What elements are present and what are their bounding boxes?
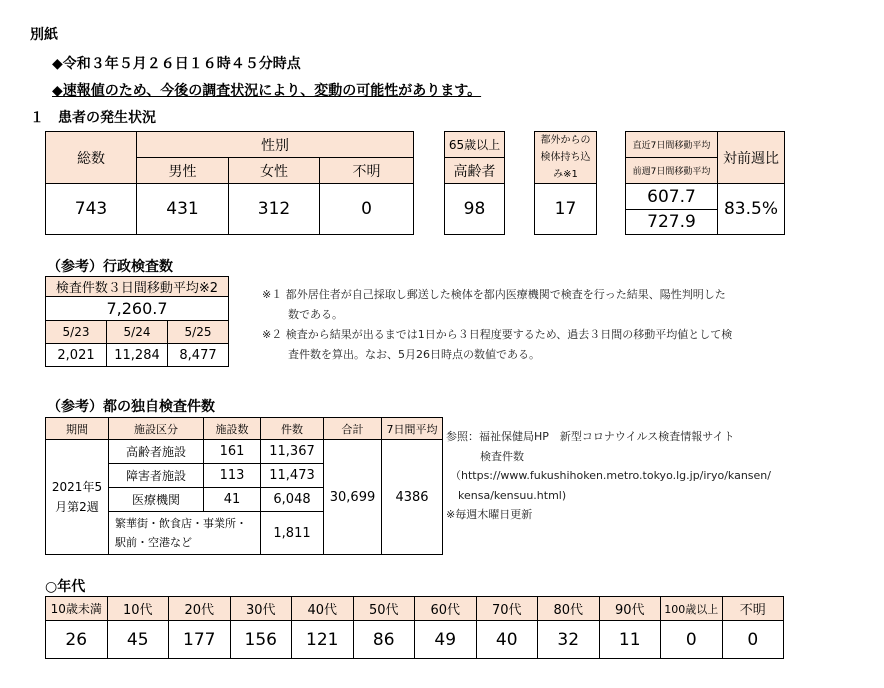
reference-line-2: 検査件数 [480,449,524,463]
own-count: 6,048 [261,488,324,512]
note-1-line-1: ※１ 都外居住者が自己採取し郵送した検体を都内医療機関で検査を行った結果、陽性判明した [262,288,726,301]
own-header-avg7: 7日間平均 [382,418,443,440]
age-header: 不明 [722,597,784,621]
own-tests-table [45,417,443,555]
moving-average-table [625,131,785,235]
admin-value: 8,477 [168,344,229,367]
reference-line-4: kensa/kensuu.html) [458,488,567,502]
outside-header-l3: み※1 [553,169,578,180]
own-category: 高齢者施設 [109,440,204,464]
age-value: 0 [722,621,784,659]
admin-tests-table [45,276,229,367]
elderly-header-bottom: 高齢者 [445,158,505,184]
female-value: 312 [229,184,320,235]
own-header-count: 件数 [261,418,324,440]
age-value: 156 [230,621,292,659]
outside-header-l1: 都外からの [540,135,591,146]
age-table [45,596,784,659]
age-value: 49 [415,621,477,659]
admin-date: 5/24 [107,321,168,344]
wow-header: 対前週比 [718,132,785,184]
age-header: 60代 [415,597,477,621]
age-header: 90代 [599,597,661,621]
age-value: 32 [538,621,600,659]
own-facilities: 41 [204,488,261,512]
elderly-header-top: 65歳以上 [445,132,505,158]
own-header-period: 期間 [46,418,109,440]
admin-value: 2,021 [46,344,107,367]
section-title: １ 患者の発生状況 [30,110,156,126]
admin-date: 5/23 [46,321,107,344]
own-header-facilities: 施設数 [204,418,261,440]
admin-date: 5/25 [168,321,229,344]
own-category-other-l2: 駅前・空港など [115,536,192,549]
admin-tests-title: （参考）行政検査数 [47,259,173,275]
footnotes [262,285,777,365]
outside-value: 17 [535,184,597,235]
admin-avg-value: 7,260.7 [46,297,229,321]
own-header-category: 施設区分 [109,418,204,440]
own-avg7: 4386 [382,440,443,555]
outside-header-l2: 検体持ち込 [540,152,591,163]
age-header: 10代 [107,597,169,621]
age-header: 10歳未満 [46,597,108,621]
disclaimer: ◆速報値のため、今後の調査状況により、変動の可能性があります。 [52,83,482,99]
own-category: 医療機関 [109,488,204,512]
note-2-line-2: 査件数を算出。なお、5月26日時点の数値である。 [288,348,540,361]
age-title: ○年代 [45,579,86,595]
reference-note [446,427,786,525]
age-value: 0 [661,621,723,659]
timestamp: ◆令和３年５月２６日１６時４５分時点 [52,56,301,72]
recent-avg-header: 直近7日間移動平均 [626,132,718,158]
admin-value: 11,284 [107,344,168,367]
own-facilities: 113 [204,464,261,488]
elderly-table [444,131,505,235]
own-facilities: 161 [204,440,261,464]
own-category-other [109,512,261,555]
age-header: 40代 [292,597,354,621]
prev-avg-header: 前週7日間移動平均 [626,158,718,184]
own-total: 30,699 [324,440,382,555]
own-period-l2: 月第2週 [55,500,99,514]
reference-line-3: （https://www.fukushihoken.metro.tokyo.lg.jp/iryo/kansen/ [450,469,771,482]
own-period [46,440,109,555]
outside-header [535,132,597,184]
reference-line-1: 参照：福祉保健局HP 新型コロナウイルス検査情報サイト [446,430,735,443]
patient-table [45,131,414,235]
total-value: 743 [46,184,137,235]
age-value: 45 [107,621,169,659]
age-header: 80代 [538,597,600,621]
age-value: 11 [599,621,661,659]
own-period-l1: 2021年5 [51,480,103,494]
own-count: 1,811 [261,512,324,555]
own-category: 障害者施設 [109,464,204,488]
reference-line-5: ※毎週木曜日更新 [446,508,533,521]
age-header: 30代 [230,597,292,621]
age-header: 20代 [169,597,231,621]
female-header: 女性 [229,158,320,184]
own-count: 11,367 [261,440,324,464]
own-tests-title: （参考）都の独自検査件数 [47,399,215,415]
age-header: 50代 [353,597,415,621]
unknown-value: 0 [320,184,414,235]
note-1-line-2: 数である。 [288,308,343,321]
male-header: 男性 [137,158,229,184]
outside-table [534,131,597,235]
wow-value: 83.5% [718,184,785,235]
own-count: 11,473 [261,464,324,488]
sex-header: 性別 [137,132,414,158]
own-category-other-l1: 繁華街・飲食店・事業所・ [115,517,247,530]
own-header-total: 合計 [324,418,382,440]
note-2-line-1: ※２ 検査から結果が出るまでは1日から３日程度要するため、過去３日間の移動平均値として検 [262,328,733,341]
age-header: 100歳以上 [661,597,723,621]
age-value: 121 [292,621,354,659]
admin-avg-header: 検査件数３日間移動平均※2 [46,277,229,297]
recent-avg-value: 607.7 [626,184,718,210]
attachment-label: 別紙 [30,27,58,43]
age-header: 70代 [476,597,538,621]
age-value: 40 [476,621,538,659]
elderly-value: 98 [445,184,505,235]
total-header: 総数 [46,132,137,184]
age-value: 26 [46,621,108,659]
prev-avg-value: 727.9 [626,210,718,235]
unknown-header: 不明 [320,158,414,184]
age-value: 177 [169,621,231,659]
age-value: 86 [353,621,415,659]
male-value: 431 [137,184,229,235]
